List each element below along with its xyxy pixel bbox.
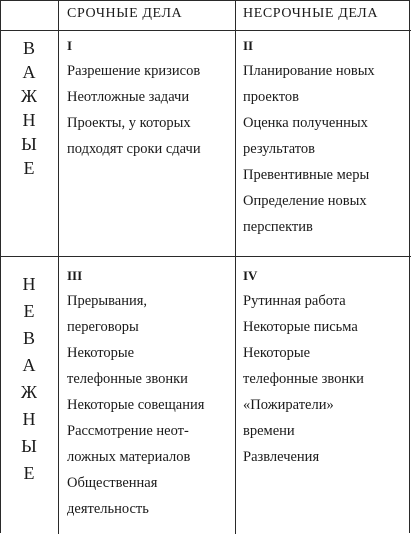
quadrant-line: Проекты, у которых — [67, 115, 191, 131]
row-letter: Н — [22, 409, 36, 429]
quadrant-number: III — [67, 268, 83, 283]
row-letter: Е — [23, 301, 35, 321]
quadrant-line: Разрешение кризисов — [67, 63, 201, 79]
quadrant-line: переговоры — [67, 319, 139, 335]
quadrant-line: телефонные звонки — [243, 371, 364, 387]
quadrant-line: Общественная — [67, 475, 158, 491]
column-divider-left — [58, 0, 59, 534]
row-letter: В — [22, 38, 35, 58]
header-divider — [0, 30, 411, 31]
quadrant-line: «Пожиратели» — [243, 397, 334, 413]
quadrant-line: ложных материалов — [67, 449, 191, 465]
row-letter: Е — [23, 463, 35, 483]
quadrant-2 — [243, 36, 408, 240]
header-urgent: СРОЧНЫЕ ДЕЛА — [67, 6, 183, 21]
row-letter: Е — [23, 158, 35, 178]
row-letter: В — [22, 328, 35, 348]
quadrant-3 — [67, 266, 232, 522]
column-divider-middle — [235, 0, 236, 534]
row-divider — [0, 256, 411, 257]
quadrant-4 — [243, 266, 408, 470]
quadrant-line: Некоторые совещания — [67, 397, 205, 413]
quadrant-line: Определение новых — [243, 193, 367, 209]
row-letter: Н — [22, 110, 36, 130]
quadrant-line: Оценка полученных — [243, 115, 368, 131]
quadrant-line: Рутинная работа — [243, 293, 346, 309]
quadrant-line: деятельность — [67, 501, 149, 517]
quadrant-line: Некоторые письма — [243, 319, 358, 335]
row-label-important — [0, 36, 58, 180]
quadrant-line: телефонные звонки — [67, 371, 188, 387]
quadrant-line: Рассмотрение неот- — [67, 423, 189, 439]
row-letter: Ы — [21, 436, 37, 456]
quadrant-line: подходят сроки сдачи — [67, 141, 201, 157]
row-letter: Ж — [20, 86, 38, 106]
quadrant-line: перспектив — [243, 219, 313, 235]
quadrant-number: II — [243, 38, 254, 53]
quadrant-line: проектов — [243, 89, 299, 105]
row-letter: Ж — [20, 382, 38, 402]
row-label-unimportant — [0, 271, 58, 487]
quadrant-line: результатов — [243, 141, 316, 157]
quadrant-line: Превентивные меры — [243, 167, 370, 183]
quadrant-line: Планирование новых — [243, 63, 375, 79]
row-letter: Ы — [21, 134, 37, 154]
quadrant-1 — [67, 36, 232, 162]
quadrant-line: Некоторые — [243, 345, 311, 361]
quadrant-line: Неотложные задачи — [67, 89, 190, 105]
row-letter: Н — [22, 274, 36, 294]
quadrant-line: Прерывания, — [67, 293, 148, 309]
header-not-urgent: НЕСРОЧНЫЕ ДЕЛА — [243, 6, 379, 21]
quadrant-number: I — [67, 38, 73, 53]
quadrant-line: Развлечения — [243, 449, 320, 465]
quadrant-line: Некоторые — [67, 345, 135, 361]
row-letter: А — [22, 62, 36, 82]
row-letter: А — [22, 355, 36, 375]
quadrant-line: времени — [243, 423, 295, 439]
quadrant-number: IV — [243, 268, 258, 283]
